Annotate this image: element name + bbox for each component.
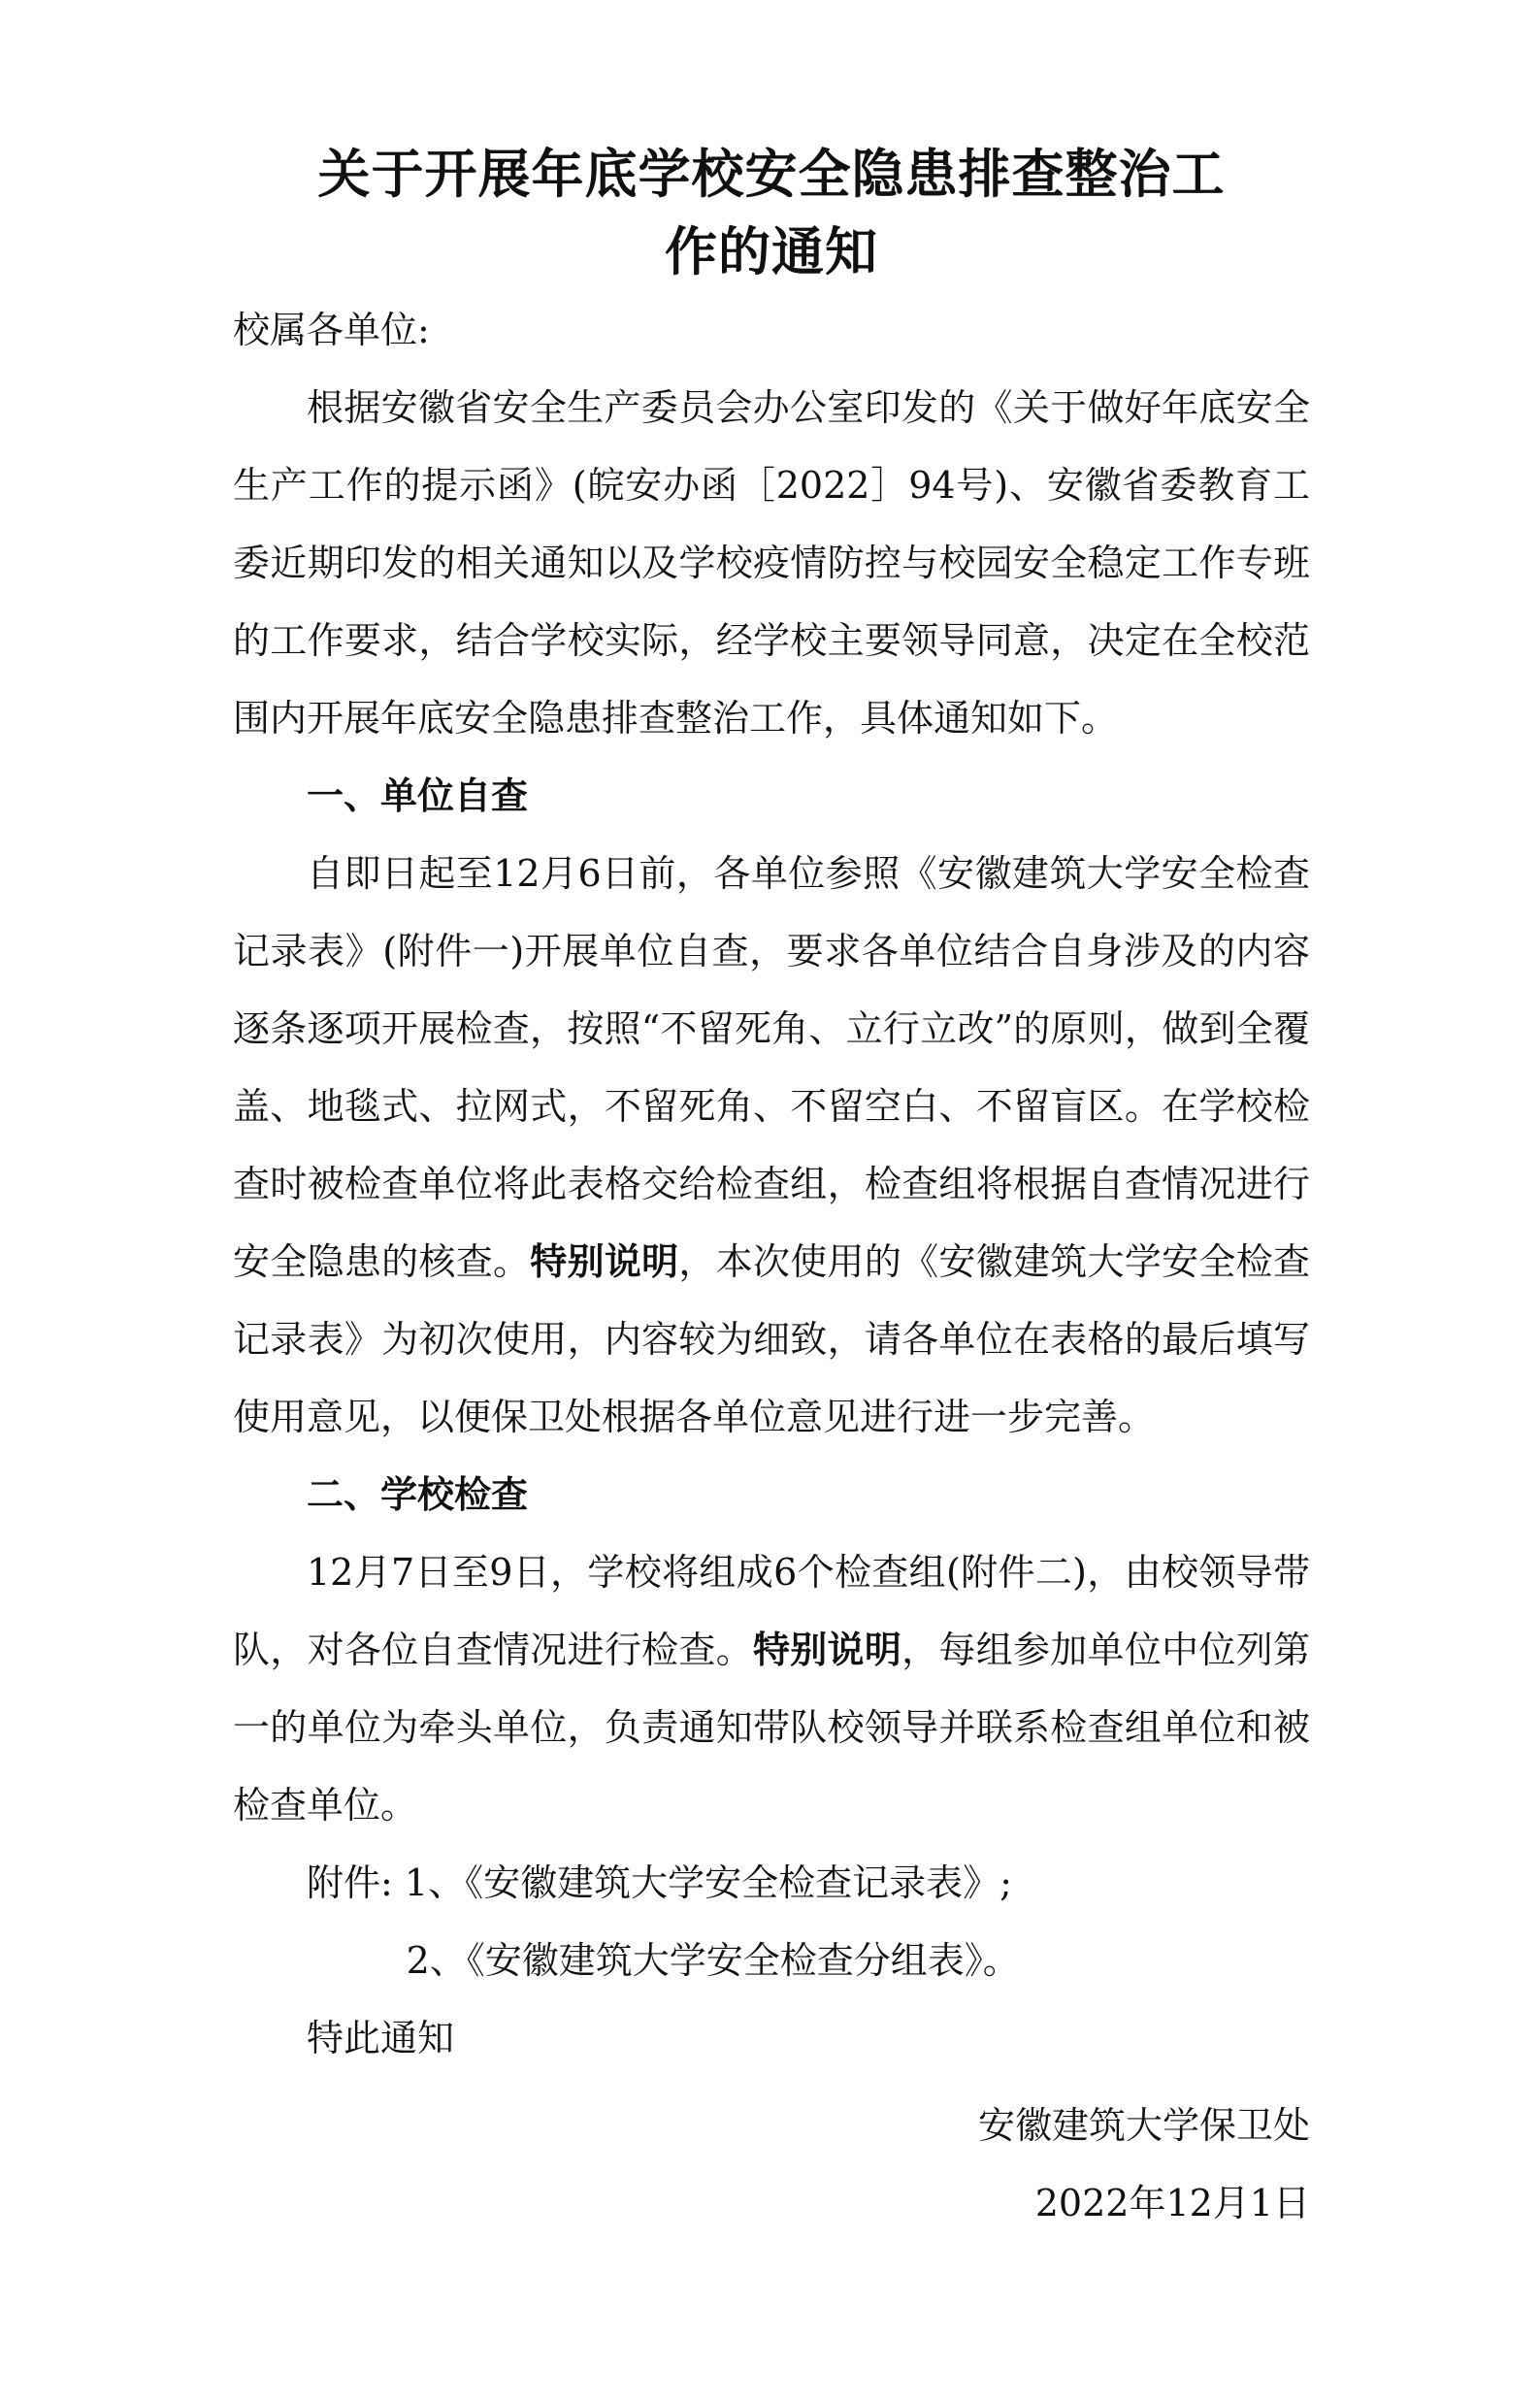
section-2-heading: 二、学校检查 — [307, 1473, 529, 1516]
section-2-text-a: 12月7日至9日，学校将组成6个检查组(附件二)，由校领导带队，对各位自查情况进行检查。 — [233, 1551, 1310, 1671]
attachment-item-1: 1、《安徽建筑大学安全检查记录表》; — [404, 1861, 1012, 1904]
section-1-paragraph — [233, 835, 1310, 1456]
title-line-2: 作的通知 — [665, 221, 878, 282]
section-2-paragraph — [233, 1533, 1310, 1844]
attachments-block — [233, 1844, 1310, 1999]
signature-date: 2022年12月1日 — [1034, 2182, 1310, 2224]
intro-paragraph: 根据安徽省安全生产委员会办公室印发的《关于做好年底安全生产工作的提示函》(皖安办函［2022］94号)、安徽省委教育工委近期印发的相关通知以及学校疫情防控与校园安全稳定工作专班的工作要求，结合学校实际，经学校主要领导同意，决定在全校范围内开展年底安全隐患排查整治工作，具体通知如下。 — [233, 386, 1310, 740]
section-2-text-b: ，每组参加单位中位列第一的单位为牵头单位，负责通知带队校领导并联系检查组单位和被检查单位。 — [233, 1629, 1310, 1827]
section-1-text-b: ，本次使用的《安徽建筑大学安全检查记录表》为初次使用，内容较为细致，请各单位在表格的最后填写使用意见，以便保卫处根据各单位意见进行进一步完善。 — [233, 1240, 1310, 1438]
signature-block — [978, 2087, 1310, 2242]
document-body — [233, 291, 1310, 2077]
section-1-text-a: 自即日起至12月6日前，各单位参照《安徽建筑大学安全检查记录表》(附件一)开展单位自查，要求各单位结合自身涉及的内容逐条逐项开展检查，按照“不留死角、立行立改”的原则，做到全覆盖、地毯式、拉网式，不留死角、不留空白、不留盲区。在学校检查时被检查单位将此表格交给检查组，检查组将根据自查情况进行安全隐患的核查。 — [233, 852, 1310, 1283]
attachments-label: 附件: — [307, 1861, 405, 1904]
section-1-special-label: 特别说明 — [530, 1240, 679, 1283]
signature-org: 安徽建筑大学保卫处 — [977, 2104, 1310, 2147]
section-1-heading: 一、单位自查 — [307, 774, 529, 817]
salutation: 校属各单位: — [233, 309, 430, 351]
attachment-item-2: 2、《安徽建筑大学安全检查分组表》。 — [406, 1939, 1020, 1982]
section-2-special-label: 特别说明 — [752, 1629, 902, 1671]
title-line-1: 关于开展年底学校安全隐患排查整治工 — [317, 144, 1226, 205]
document-title — [213, 136, 1329, 291]
closing-line: 特此通知 — [307, 2017, 455, 2059]
attachment-row-1 — [307, 1844, 1310, 1922]
